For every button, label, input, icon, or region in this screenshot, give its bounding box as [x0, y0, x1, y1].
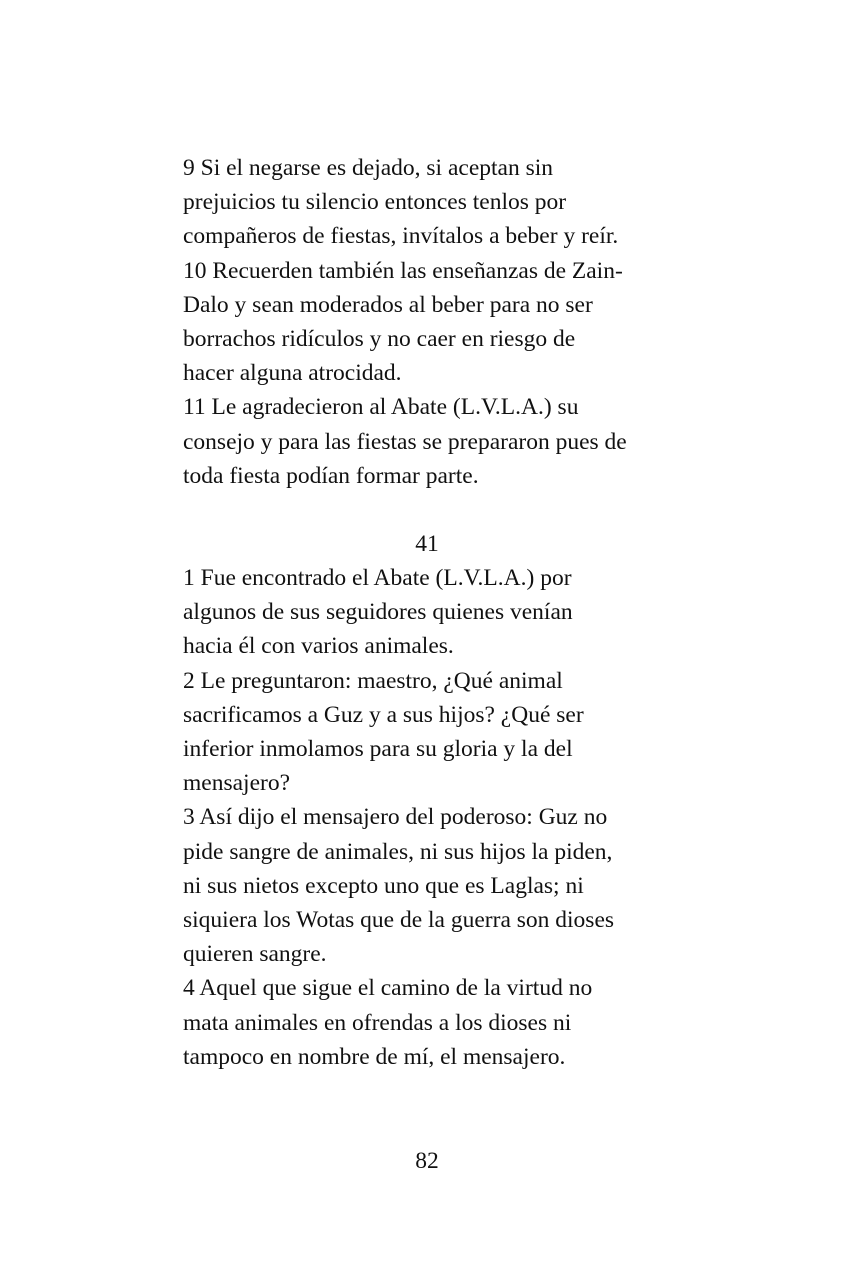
text-line: 4 Aquel que sigue el camino de la virtud no	[183, 975, 593, 1002]
text-line: pide sangre de animales, ni sus hijos la piden,	[183, 838, 613, 865]
text-line: ni sus nietos excepto uno que es Laglas; ni	[183, 872, 584, 899]
text-line: mata animales en ofrendas a los dioses ni	[183, 1009, 572, 1036]
text-line: borrachos ridículos y no caer en riesgo de	[183, 326, 576, 353]
text-line: tampoco en nombre de mí, el mensajero.	[183, 1043, 566, 1070]
chapter-heading: 41	[415, 531, 439, 557]
text-line: 10 Recuerden también las enseñanzas de Zain-	[183, 257, 623, 284]
text-line: 11 Le agradecieron al Abate (L.V.L.A.) su	[183, 394, 579, 421]
text-line: prejuicios tu silencio entonces tenlos por	[183, 189, 567, 216]
text-line: mensajero?	[183, 770, 291, 797]
text-line: quieren sangre.	[183, 941, 327, 968]
text-line: hacia él con varios animales.	[183, 633, 454, 660]
text-line: 9 Si el negarse es dejado, si aceptan sin	[183, 155, 554, 181]
text-line: hacer alguna atrocidad.	[183, 360, 402, 387]
verses-block-chapter-41	[183, 561, 683, 1074]
page-number: 82	[415, 1148, 439, 1174]
verses-block-chapter-40-end	[183, 151, 683, 493]
text-line: inferior inmolamos para su gloria y la del	[183, 736, 573, 763]
text-line: toda fiesta podían formar parte.	[183, 462, 479, 489]
text-line: siquiera los Wotas que de la guerra son dioses	[183, 907, 615, 934]
text-line: 3 Así dijo el mensajero del poderoso: Guz no	[183, 804, 608, 831]
text-line: algunos de sus seguidores quienes venían	[183, 599, 573, 626]
text-line: sacrificamos a Guz y a sus hijos? ¿Qué ser	[183, 701, 584, 728]
text-line: 2 Le preguntaron: maestro, ¿Qué animal	[183, 667, 563, 694]
text-line: compañeros de fiestas, invítalos a beber y reír.	[183, 223, 619, 250]
text-line: Dalo y sean moderados al beber para no ser	[183, 291, 593, 318]
text-line: consejo y para las fiestas se prepararon pues de	[183, 428, 627, 455]
text-line: 1 Fue encontrado el Abate (L.V.L.A.) por	[183, 565, 572, 591]
